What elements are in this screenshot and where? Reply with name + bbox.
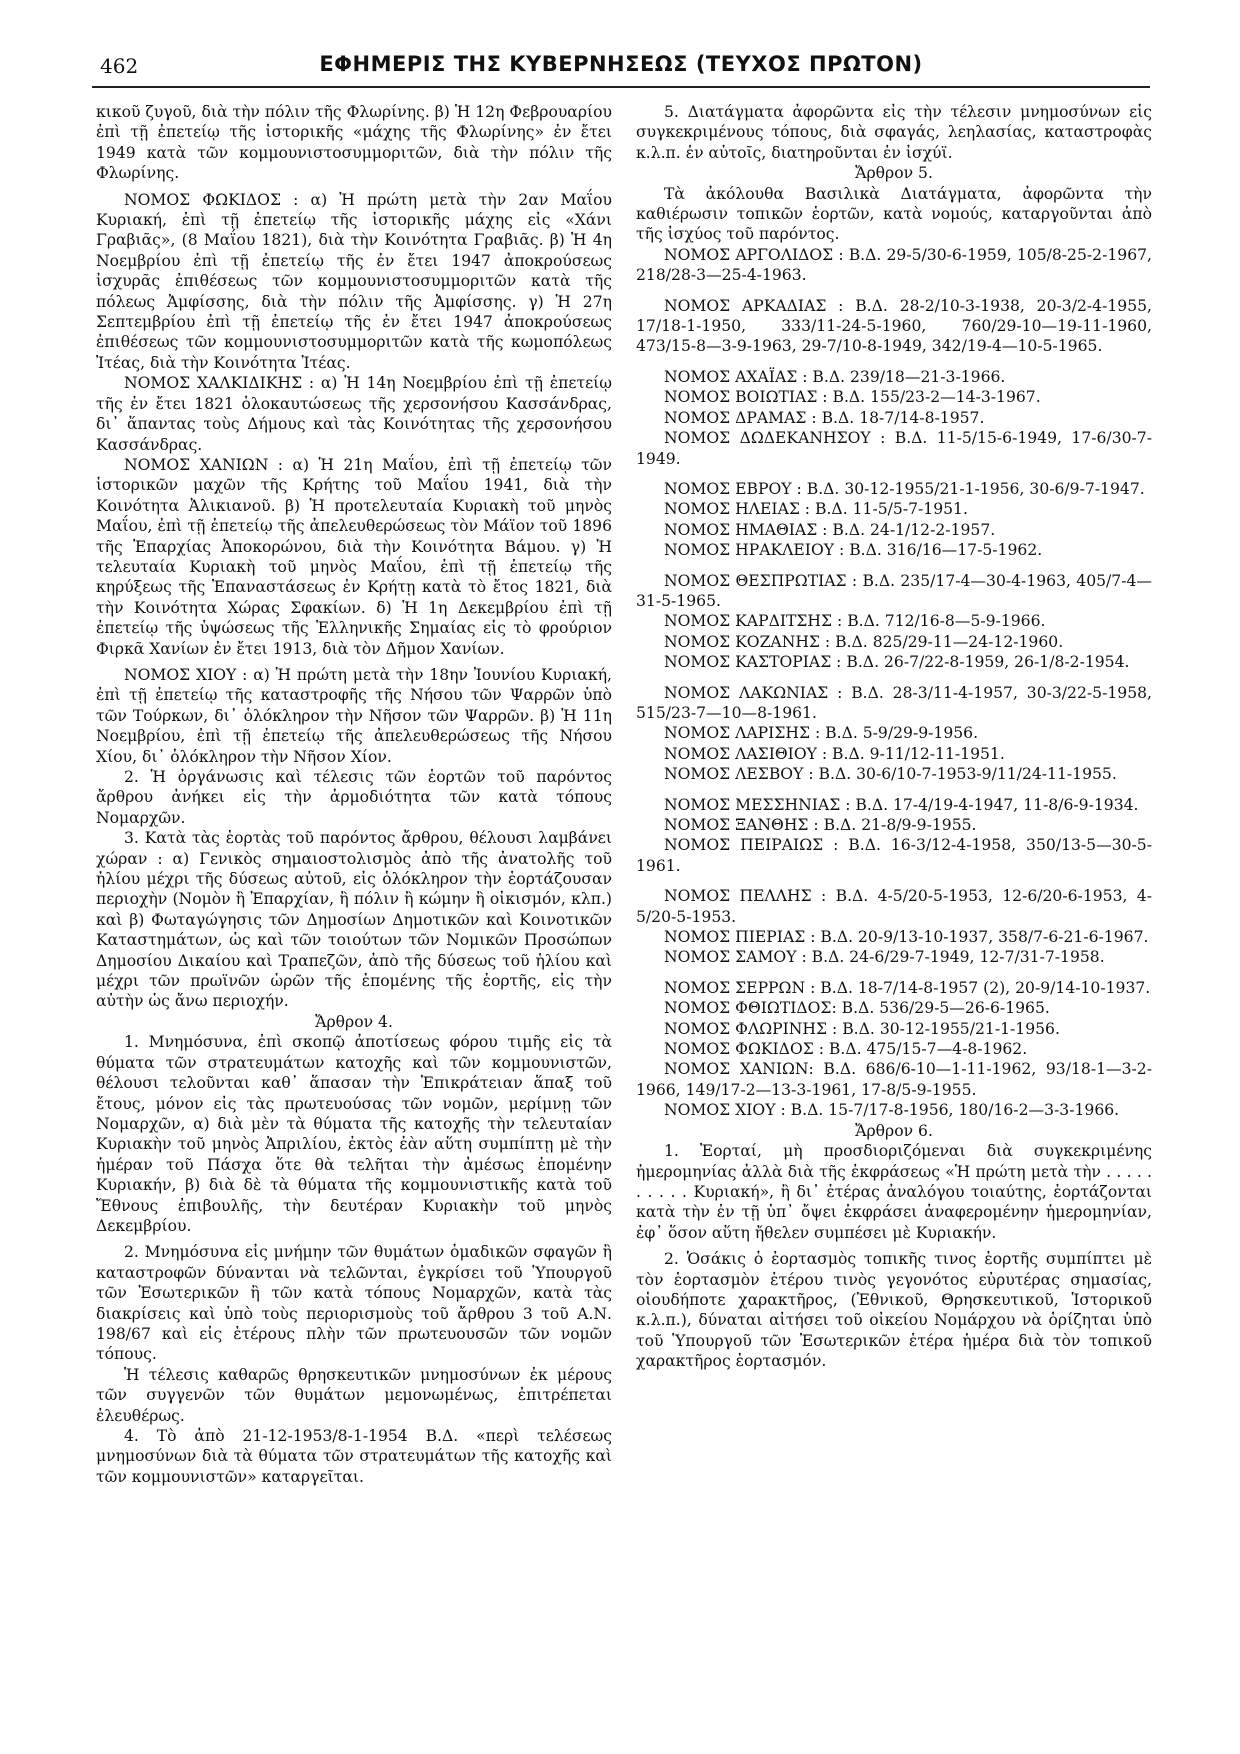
decree-list xyxy=(636,245,1152,1121)
paragraph: ΝΟΜΟΣ ΦΩΚΙΔΟΣ : α) Ἡ πρώτη μετὰ τὴν 2αν Μαΐου Κυριακή, ἐπὶ τῇ ἐπετείῳ τῆς ἱστορικῆς μάχης εἰς «Χάνι Γραβιᾶς», (8 Μαΐου 1821), διὰ τὴν Κοινότητα Γραβιᾶς. β) Ἡ 4η Νοεμβρίου ἐπὶ τῇ ἐπετείῳ τῆς ἐν ἔτει 1947 ἀποκρούσεως ἰσχυρᾶς ἐπιθέσεως τῶν κομμουνιστοσυμμοριτῶν κατὰ τῆς πόλεως Ἀμφίσσης, διὰ τὴν πόλιν τῆς Ἀμφίσσης. γ) Ἡ 27η Σεπτεμβρίου ἐπὶ τῇ ἐπετείῳ τῆς ἐν ἔτει 1947 ἀποκρούσεως ἐπιθέσεως τῶν κομμουνιστοσυμμοριτῶν κατὰ τῆς κωμοπόλεως Ἰτέας, διὰ τὴν Κοινότητα Ἰτέας. xyxy=(96,190,612,372)
paragraph: 2. Μνημόσυνα εἰς μνήμην τῶν θυμάτων ὁμαδικῶν σφαγῶν ἢ καταστροφῶν δύνανται νὰ τελῶνται, ἐγκρίσει τοῦ Ὑπουργοῦ τῶν Ἐσωτερικῶν ἢ τῶν κατὰ τόπους Νομαρχῶν, κατὰ τὰς διακρίσεις καὶ ὑπὸ τοὺς περιορισμοὺς τοῦ ἄρθρου 3 τοῦ Α.Ν. 198/67 καὶ εἰς ἑτέρους πλὴν τῶν πρωτευουσῶν τῶν νομῶν τόπους. xyxy=(96,1243,612,1364)
decree-entry: ΝΟΜΟΣ ΒΟΙΩΤΙΑΣ : Β.Δ. 155/23-2—14-3-1967. xyxy=(664,388,1041,407)
paragraph: ΝΟΜΟΣ ΧΑΛΚΙΔΙΚΗΣ : α) Ἡ 14η Νοεμβρίου ἐπὶ τῇ ἐπετείῳ τῆς ἐν ἔτει 1821 ὁλοκαυτώσεως τῆς χερσονήσου Κασσάνδρας, δι᾽ ἅπαντας τοὺς Δήμους καὶ τὰς Κοινότητας τῆς χερσονήσου Κασσάνδρας. xyxy=(96,374,612,454)
paragraph: ΝΟΜΟΣ ΧΙΟΥ : α) Ἡ πρώτη μετὰ τὴν 18ην Ἰουνίου Κυριακή, ἐπὶ τῇ ἐπετείῳ τῆς καταστροφῆς τῆς Νήσου τῶν Ψαρρῶν ὑπὸ τῶν Τούρκων, δι᾽ ὁλόκληρον τὴν Νῆσον τῶν Ψαρρῶν. β) Ἡ 11η Νοεμβρίου, ἐπὶ τῇ ἐπετείῳ τῆς ἀπελευθερώσεως τῆς Νήσου Χίου, δι᾽ ὁλόκληρον τὴν Νῆσον Χίον. xyxy=(96,665,612,766)
article-heading: Ἄρθρον 5. xyxy=(855,164,933,183)
paragraph: Τὰ ἀκόλουθα Βασιλικὰ Διατάγματα, ἀφορῶντα τὴν καθιέρωσιν τοπικῶν ἑορτῶν, κατὰ νομούς, καταργοῦνται ἀπὸ τῆς ἰσχύος τοῦ παρόντος. xyxy=(636,184,1152,244)
decree-entry: ΝΟΜΟΣ ΗΜΑΘΙΑΣ : Β.Δ. 24-1/12-2-1957. xyxy=(664,520,996,539)
decree-entry: ΝΟΜΟΣ ΣΑΜΟΥ : Β.Δ. 24-6/29-7-1949, 12-7/31-7-1958. xyxy=(664,948,1105,967)
decree-entry: ΝΟΜΟΣ ΛΑΚΩΝΙΑΣ : Β.Δ. 28-3/11-4-1957, 30-3/22-5-1958, 515/23-7—10—8-1961. xyxy=(636,683,1152,722)
decree-entry: ΝΟΜΟΣ ΠΙΕΡΙΑΣ : Β.Δ. 20-9/13-10-1937, 358/7-6-21-6-1967. xyxy=(664,928,1149,947)
right-column xyxy=(636,102,1152,1372)
page-number: 462 xyxy=(100,54,139,78)
decree-entry: ΝΟΜΟΣ ΞΑΝΘΗΣ : Β.Δ. 21-8/9-9-1955. xyxy=(664,816,977,834)
decree-entry: ΝΟΜΟΣ ΕΒΡΟΥ : Β.Δ. 30-12-1955/21-1-1956, 30-6/9-7-1947. xyxy=(664,479,1145,498)
decree-entry: ΝΟΜΟΣ ΜΕΣΣΗΝΙΑΣ : Β.Δ. 17-4/19-4-1947, 11-8/6-9-1934. xyxy=(664,795,1139,814)
decree-entry: ΝΟΜΟΣ ΠΕΙΡΑΙΩΣ : Β.Δ. 16-3/12-4-1958, 350/13-5—30-5-1961. xyxy=(636,836,1152,875)
decree-entry: ΝΟΜΟΣ ΦΛΩΡΙΝΗΣ : Β.Δ. 30-12-1955/21-1-1956. xyxy=(664,1019,1060,1038)
decree-entry: ΝΟΜΟΣ ΦΩΚΙΔΟΣ : Β.Δ. 475/15-7—4-8-1962. xyxy=(664,1040,1028,1059)
paragraph: κικοῦ ζυγοῦ, διὰ τὴν πόλιν τῆς Φλωρίνης. β) Ἡ 12η Φεβρουαρίου ἐπὶ τῇ ἐπετείῳ τῆς ἱστορικῆς «μάχης τῆς Φλωρίνης» ἐν ἔτει 1949 κατὰ τῶν κομμουνιστοσυμμοριτῶν, διὰ τὴν πόλιν τῆς Φλωρίνης. xyxy=(96,103,612,183)
article-heading: Ἄρθρον 4. xyxy=(315,1012,393,1031)
paragraph: ΝΟΜΟΣ ΧΑΝΙΩΝ : α) Ἡ 21η Μαΐου, ἐπὶ τῇ ἐπετείῳ τῶν ἱστορικῶν μαχῶν τῆς Κρήτης τοῦ Μαΐου 1941, διὰ τὴν Κοινότητα Ἀλικιανοῦ. β) Ἡ προτελευταία Κυριακὴ τοῦ μηνὸς Μαΐου, ἐπὶ τῇ ἐπετείῳ τῆς ἀπελευθερώσεως τὸν Μάϊον τοῦ 1896 τῆς Ἐπαρχίας Ἀποκορώνου, διὰ τὴν Κοινότητα Βάμου. γ) Ἡ τελευταία Κυριακὴ τοῦ μηνὸς Μαΐου, ἐπὶ τῇ ἐπετείῳ τῆς κηρύξεως τῆς Ἐπαναστάσεως ἐν Κρήτῃ κατὰ τὸ ἔτος 1821, διὰ τὴν Κοινότητα Χώρας Σφακίων. δ) Ἡ 1η Δεκεμβρίου ἐπὶ τῇ ἐπετείῳ τῆς ὑψώσεως τῆς Ἑλληνικῆς Σημαίας εἰς τὸ φρούριον Φιρκᾶ Χανίων ἐν ἔτει 1913, διὰ τὸν Δῆμον Χανίων. xyxy=(96,455,612,658)
decree-entry: ΝΟΜΟΣ ΧΑΝΙΩΝ: Β.Δ. 686/6-10—1-11-1962, 93/18-1—3-2-1966, 149/17-2—13-3-1961, 17-8/5-9-1955. xyxy=(636,1060,1152,1099)
decree-entry: ΝΟΜΟΣ ΑΧΑΪΑΣ : Β.Δ. 239/18—21-3-1966. xyxy=(664,367,1006,386)
paragraph: 2. Ὁσάκις ὁ ἑορτασμὸς τοπικῆς τινος ἑορτῆς συμπίπτει μὲ τὸν ἑορτασμὸν ἑτέρου τινὸς γεγονότος εὐρυτέρας σημασίας, οἱουδήποτε χαρακτῆρος, (Ἐθνικοῦ, Θρησκευτικοῦ, Ἱστορικοῦ κ.λ.π.), δύναται αἰτήσει τοῦ οἰκείου Νομάρχου νὰ ὁρίζηται ὑπὸ τοῦ Ὑπουργοῦ τῶν Ἐσωτερικῶν ἑτέρα ἡμέρα διὰ τὸν τοπικοῦ χαρακτῆρος ἑορτασμόν. xyxy=(636,1250,1152,1371)
decree-entry: ΝΟΜΟΣ ΛΕΣΒΟΥ : Β.Δ. 30-6/10-7-1953-9/11/24-11-1955. xyxy=(664,765,1117,784)
decree-entry: ΝΟΜΟΣ ΚΟΖΑΝΗΣ : Β.Δ. 825/29-11—24-12-1960. xyxy=(664,632,1064,651)
decree-entry: ΝΟΜΟΣ ΗΛΕΙΑΣ : Β.Δ. 11-5/5-7-1951. xyxy=(664,500,968,519)
left-column xyxy=(96,102,612,1487)
decree-entry: ΝΟΜΟΣ ΛΑΡΙΣΗΣ : Β.Δ. 5-9/29-9-1956. xyxy=(664,724,979,743)
decree-entry: ΝΟΜΟΣ ΔΩΔΕΚΑΝΗΣΟΥ : Β.Δ. 11-5/15-6-1949, 17-6/30-7-1949. xyxy=(636,429,1152,468)
paragraph: 2. Ἡ ὀργάνωσις καὶ τέλεσις τῶν ἑορτῶν τοῦ παρόντος ἄρθρου ἀνήκει εἰς τὴν ἁρμοδιότητα τῶν κατὰ τόπους Νομαρχῶν. xyxy=(96,768,612,827)
paragraph: 5. Διατάγματα ἀφορῶντα εἰς τὴν τέλεσιν μνημοσύνων εἰς συγκεκριμένους τόπους, διὰ σφαγάς, λεηλασίας, καταστροφὰς κ.λ.π. ἐν αὐτοῖς, διατηροῦνται ἐν ἰσχύϊ. xyxy=(636,103,1152,162)
decree-entry: ΝΟΜΟΣ ΧΙΟΥ : Β.Δ. 15-7/17-8-1956, 180/16-2—3-3-1966. xyxy=(664,1101,1120,1120)
paragraph: 3. Κατὰ τὰς ἑορτὰς τοῦ παρόντος ἄρθρου, θέλουσι λαμβάνει χώραν : α) Γενικὸς σημαιοστολισμὸς ἀπὸ τῆς ἀνατολῆς τοῦ ἡλίου μέχρι τῆς δύσεως αὐτοῦ, εἰς ὁλόκληρον τὴν ἑορτάζουσαν περιοχὴν (Νομὸν ἢ Ἐπαρχίαν, ἢ πόλιν ἢ κώμην ἢ οἰκισμόν, κλπ.) καὶ β) Φωταγώγησις τῶν Δημοσίων Δημοτικῶν καὶ Κοινοτικῶν Καταστημάτων, ὡς καὶ τῶν τοιούτων τῶν Νομικῶν Προσώπων Δημοσίου Δικαίου καὶ Τραπεζῶν, ἀπὸ τῆς δύσεως τοῦ ἡλίου καὶ μέχρι τῶν πρωϊνῶν ὡρῶν τῆς ἑπομένης τῆς ἑορτῆς, εἰς τὴν αὐτὴν ὡς ἄνω περιοχήν. xyxy=(96,829,612,1011)
page-header xyxy=(92,48,1150,88)
paragraph: 1. Μνημόσυνα, ἐπὶ σκοπῷ ἀποτίσεως φόρου τιμῆς εἰς τὰ θύματα τῶν στρατευμάτων κατοχῆς καὶ τῶν κομμουνιστῶν, θέλουσι τελοῦνται καθ᾽ ἅπασαν τὴν Ἐπικράτειαν ἅπαξ τοῦ ἔτους, μόνον εἰς τὰς πρωτευούσας τῶν νομῶν, μερίμνῃ τῶν Νομαρχῶν, α) διὰ μὲν τὰ θύματα τῆς κατοχῆς τὴν τελευταίαν Κυριακὴν τοῦ μηνὸς Ἀπριλίου, ἐκτὸς ἐὰν αὕτη συμπίπτῃ μὲ τὴν ἡμέραν τοῦ Πάσχα ὅτε θὰ τελῆται τὴν ἀμέσως ἑπομένην Κυριακήν, β) διὰ δὲ τὰ θύματα τῆς κομμουνιστικῆς κατὰ τοῦ Ἔθνους ἐπιβουλῆς, τὴν δευτέραν Κυριακὴν τοῦ μηνὸς Δεκεμβρίου. xyxy=(96,1033,612,1235)
decree-entry: ΝΟΜΟΣ ΣΕΡΡΩΝ : Β.Δ. 18-7/14-8-1957 (2), 20-9/14-10-1937. xyxy=(664,978,1151,997)
decree-entry: ΝΟΜΟΣ ΑΡΚΑΔΙΑΣ : Β.Δ. 28-2/10-3-1938, 20-3/2-4-1955, 17/18-1-1950, 333/11-24-5-1960, 760/29-10—19-11-1960, 473/15-8—3-9-1963, 29-7/10-8-1949, 342/19-4—10-5-1965. xyxy=(636,296,1152,356)
decree-entry: ΝΟΜΟΣ ΚΑΡΔΙΤΣΗΣ : Β.Δ. 712/16-8—5-9-1966. xyxy=(664,612,1046,631)
gazette-title: ΕΦΗΜΕΡΙΣ ΤΗΣ ΚΥΒΕΡΝΗΣΕΩΣ (ΤΕΥΧΟΣ ΠΡΩΤΟΝ) xyxy=(319,52,923,76)
paragraph: Ἡ τέλεσις καθαρῶς θρησκευτικῶν μνημοσύνων ἐκ μέρους τῶν συγγενῶν τῶν θυμάτων μεμονωμένως, ἐπιτρέπεται ἐλευθέρως. xyxy=(96,1365,612,1425)
decree-entry: ΝΟΜΟΣ ΔΡΑΜΑΣ : Β.Δ. 18-7/14-8-1957. xyxy=(664,408,985,427)
decree-entry: ΝΟΜΟΣ ΘΕΣΠΡΩΤΙΑΣ : Β.Δ. 235/17-4—30-4-1963, 405/7-4—31-5-1965. xyxy=(636,571,1152,610)
decree-entry: ΝΟΜΟΣ ΗΡΑΚΛΕΙΟΥ : Β.Δ. 316/16—17-5-1962. xyxy=(664,541,1043,560)
decree-entry: ΝΟΜΟΣ ΑΡΓΟΛΙΔΟΣ : Β.Δ. 29-5/30-6-1959, 105/8-25-2-1967, 218/28-3—25-4-1963. xyxy=(636,245,1152,285)
paragraph: 1. Ἑορταί, μὴ προσδιοριζόμεναι διὰ συγκεκριμένης ἡμερομηνίας ἀλλὰ διὰ τῆς ἐκφράσεως «Ἡ πρώτη μετὰ τὴν . . . . . . . . . . Κυριακή», ἢ δι᾽ ἑτέρας ἀναλόγου τοιαύτης, ἑορτάζονται κατὰ τὴν ἐν τῇ ὑπ᾽ ὄψει ἐκφράσει ἀναφερομένην ἡμερομηνίαν, ἐφ᾽ ὅσον αὕτη ἤθελεν συμπέσει μὲ Κυριακήν. xyxy=(636,1142,1152,1242)
decree-entry: ΝΟΜΟΣ ΠΕΛΛΗΣ : Β.Δ. 4-5/20-5-1953, 12-6/20-6-1953, 4-5/20-5-1953. xyxy=(636,887,1152,926)
article-heading: Ἄρθρον 6. xyxy=(855,1121,933,1140)
decree-entry: ΝΟΜΟΣ ΛΑΣΙΘΙΟΥ : Β.Δ. 9-11/12-11-1951. xyxy=(664,744,1005,763)
decree-entry: ΝΟΜΟΣ ΦΘΙΩΤΙΔΟΣ: Β.Δ. 536/29-5—26-6-1965. xyxy=(664,999,1050,1018)
decree-entry: ΝΟΜΟΣ ΚΑΣΤΟΡΙΑΣ : Β.Δ. 26-7/22-8-1959, 26-1/8-2-1954. xyxy=(664,653,1130,672)
paragraph: 4. Τὸ ἀπὸ 21-12-1953/8-1-1954 Β.Δ. «περὶ τελέσεως μνημοσύνων διὰ τὰ θύματα τῶν στρατευμάτων τῆς κατοχῆς καὶ τῶν κομμουνιστῶν» καταργεῖται. xyxy=(96,1427,612,1486)
